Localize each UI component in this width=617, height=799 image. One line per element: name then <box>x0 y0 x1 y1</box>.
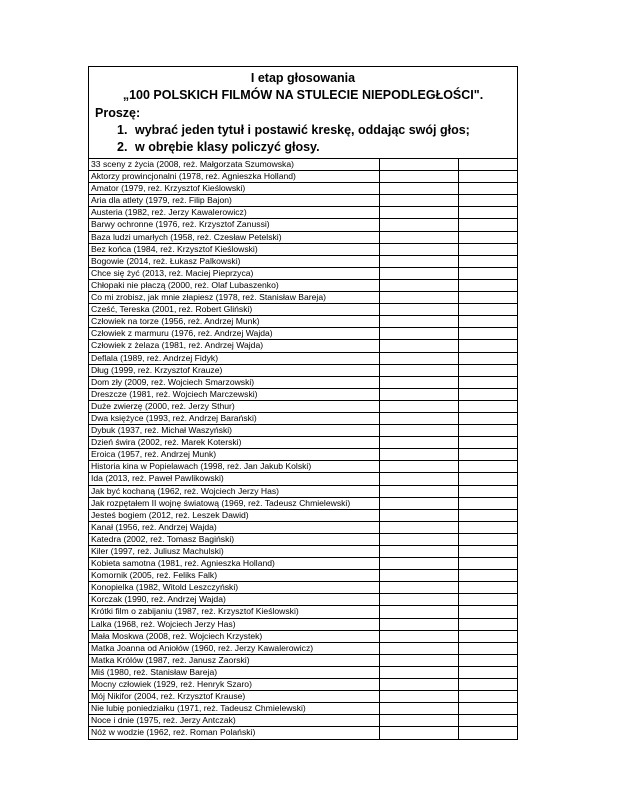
table-row <box>89 570 517 582</box>
film-title-cell: Dom zły (2009, reż. Wojciech Smarzowski) <box>89 376 380 388</box>
film-title-cell: Co mi zrobisz, jak mnie złapiesz (1978, reż. Stanisław Bareja) <box>89 292 380 304</box>
vote-mark-cell[interactable] <box>380 546 459 558</box>
vote-count-cell[interactable] <box>459 400 518 412</box>
vote-mark-cell[interactable] <box>380 231 459 243</box>
vote-mark-cell[interactable] <box>380 582 459 594</box>
table-row <box>89 340 517 352</box>
vote-mark-cell[interactable] <box>380 533 459 545</box>
vote-count-cell[interactable] <box>459 558 518 570</box>
table-row <box>89 376 517 388</box>
film-title-cell: Bez końca (1984, reż. Krzysztof Kieślowski) <box>89 243 380 255</box>
vote-mark-cell[interactable] <box>380 461 459 473</box>
vote-count-cell[interactable] <box>459 425 518 437</box>
vote-count-cell[interactable] <box>459 666 518 678</box>
table-row <box>89 183 517 195</box>
table-row <box>89 497 517 509</box>
film-title-cell: Amator (1979, reż. Krzysztof Kieślowski) <box>89 183 380 195</box>
vote-count-cell[interactable] <box>459 618 518 630</box>
table-row <box>89 666 517 678</box>
vote-count-cell[interactable] <box>459 376 518 388</box>
film-title-cell: Krótki film o zabijaniu (1987, reż. Krzysztof Kieślowski) <box>89 606 380 618</box>
film-title-cell: Mój Nikifor (2004, reż. Krzysztof Krause) <box>89 691 380 703</box>
vote-mark-cell[interactable] <box>380 703 459 715</box>
film-title-cell: Kiler (1997, reż. Juliusz Machulski) <box>89 546 380 558</box>
vote-count-cell[interactable] <box>459 679 518 691</box>
instruction-number: 2. <box>117 140 128 154</box>
table-row <box>89 449 517 461</box>
vote-mark-cell[interactable] <box>380 437 459 449</box>
table-row <box>89 304 517 316</box>
vote-mark-cell[interactable] <box>380 159 459 171</box>
vote-count-cell[interactable] <box>459 485 518 497</box>
vote-mark-cell[interactable] <box>380 340 459 352</box>
film-title-cell: Dług (1999, reż. Krzysztof Krauze) <box>89 364 380 376</box>
vote-mark-cell[interactable] <box>380 328 459 340</box>
vote-mark-cell[interactable] <box>380 376 459 388</box>
film-title-cell: Jak być kochaną (1962, reż. Wojciech Jerzy Has) <box>89 485 380 497</box>
table-row <box>89 546 517 558</box>
table-row <box>89 691 517 703</box>
table-row <box>89 473 517 485</box>
vote-count-cell[interactable] <box>459 340 518 352</box>
table-row <box>89 267 517 279</box>
film-title-cell: Lalka (1968, reż. Wojciech Jerzy Has) <box>89 618 380 630</box>
table-row <box>89 316 517 328</box>
ballot-title: I etap głosowania <box>250 71 356 85</box>
film-title-cell: Mocny człowiek (1929, reż. Henryk Szaro) <box>89 679 380 691</box>
table-row <box>89 485 517 497</box>
film-title-cell: Komornik (2005, reż. Feliks Falk) <box>89 570 380 582</box>
vote-mark-cell[interactable] <box>380 219 459 231</box>
film-title-cell: Człowiek z żelaza (1981, reż. Andrzej Wajda) <box>89 340 380 352</box>
film-title-cell: Matka Królów (1987, reż. Janusz Zaorski) <box>89 654 380 666</box>
instruction-text: wybrać jeden tytuł i postawić kreskę, oddając swój głos; <box>135 123 470 137</box>
vote-count-cell[interactable] <box>459 594 518 606</box>
table-row <box>89 231 517 243</box>
table-row <box>89 606 517 618</box>
vote-count-cell[interactable] <box>459 195 518 207</box>
vote-mark-cell[interactable] <box>380 679 459 691</box>
vote-mark-cell[interactable] <box>380 666 459 678</box>
vote-count-cell[interactable] <box>459 292 518 304</box>
vote-count-cell[interactable] <box>459 207 518 219</box>
vote-mark-cell[interactable] <box>380 509 459 521</box>
film-title-cell: Dybuk (1937, reż. Michał Waszyński) <box>89 425 380 437</box>
vote-mark-cell[interactable] <box>380 292 459 304</box>
film-title-cell: Aria dla atlety (1979, reż. Filip Bajon) <box>89 195 380 207</box>
vote-count-cell[interactable] <box>459 388 518 400</box>
film-title-cell: Nie lubię poniedziałku (1971, reż. Tadeusz Chmielewski) <box>89 703 380 715</box>
vote-count-cell[interactable] <box>459 691 518 703</box>
vote-count-cell[interactable] <box>459 654 518 666</box>
vote-count-cell[interactable] <box>459 316 518 328</box>
vote-mark-cell[interactable] <box>380 195 459 207</box>
film-title-cell: Baza ludzi umarłych (1958, reż. Czesław Petelski) <box>89 231 380 243</box>
vote-count-cell[interactable] <box>459 412 518 424</box>
vote-count-cell[interactable] <box>459 171 518 183</box>
vote-count-cell[interactable] <box>459 715 518 727</box>
table-row <box>89 219 517 231</box>
film-title-cell: Jesteś bogiem (2012, reż. Leszek Dawid) <box>89 509 380 521</box>
vote-mark-cell[interactable] <box>380 715 459 727</box>
film-title-cell: Aktorzy prowincjonalni (1978, reż. Agnieszka Holland) <box>89 171 380 183</box>
film-title-cell: Matka Joanna od Aniołów (1960, reż. Jerzy Kawalerowicz) <box>89 642 380 654</box>
film-title-cell: Mała Moskwa (2008, reż. Wojciech Krzystek) <box>89 630 380 642</box>
table-row <box>89 509 517 521</box>
film-title-cell: Chłopaki nie płaczą (2000, reż. Olaf Lubaszenko) <box>89 279 380 291</box>
instruction-number: 1. <box>117 123 128 137</box>
ballot-subtitle: „100 POLSKICH FILMÓW NA STULECIE NIEPODLEGŁOŚCI". <box>122 88 484 102</box>
vote-count-cell[interactable] <box>459 497 518 509</box>
vote-count-cell[interactable] <box>459 630 518 642</box>
film-title-cell: Dzień świra (2002, reż. Marek Koterski) <box>89 437 380 449</box>
film-title-cell: Eroica (1957, reż. Andrzej Munk) <box>89 449 380 461</box>
film-title-cell: 33 sceny z życia (2008, reż. Małgorzata Szumowska) <box>89 159 380 171</box>
vote-count-cell[interactable] <box>459 255 518 267</box>
film-title-cell: Cześć, Tereska (2001, reż. Robert Gliński) <box>89 304 380 316</box>
table-row <box>89 388 517 400</box>
vote-mark-cell[interactable] <box>380 304 459 316</box>
table-row <box>89 243 517 255</box>
vote-count-cell[interactable] <box>459 364 518 376</box>
table-row <box>89 437 517 449</box>
table-row <box>89 558 517 570</box>
film-title-cell: Nóż w wodzie (1962, reż. Roman Polański) <box>89 727 380 739</box>
vote-mark-cell[interactable] <box>380 364 459 376</box>
vote-mark-cell[interactable] <box>380 727 459 739</box>
vote-mark-cell[interactable] <box>380 400 459 412</box>
film-title-cell: Dreszcze (1981, reż. Wojciech Marczewski) <box>89 388 380 400</box>
vote-count-cell[interactable] <box>459 533 518 545</box>
vote-mark-cell[interactable] <box>380 352 459 364</box>
table-row <box>89 630 517 642</box>
vote-mark-cell[interactable] <box>380 171 459 183</box>
vote-count-cell[interactable] <box>459 352 518 364</box>
film-title-cell: Bogowie (2014, reż. Łukasz Palkowski) <box>89 255 380 267</box>
vote-count-cell[interactable] <box>459 461 518 473</box>
table-row <box>89 412 517 424</box>
vote-count-cell[interactable] <box>459 219 518 231</box>
table-row <box>89 715 517 727</box>
vote-mark-cell[interactable] <box>380 521 459 533</box>
vote-mark-cell[interactable] <box>380 449 459 461</box>
film-title-cell: Historia kina w Popielawach (1998, reż. Jan Jakub Kolski) <box>89 461 380 473</box>
vote-count-cell[interactable] <box>459 328 518 340</box>
film-title-cell: Noce i dnie (1975, reż. Jerzy Antczak) <box>89 715 380 727</box>
vote-mark-cell[interactable] <box>380 497 459 509</box>
table-row <box>89 364 517 376</box>
table-row <box>89 171 517 183</box>
table-row <box>89 461 517 473</box>
table-row <box>89 352 517 364</box>
vote-mark-cell[interactable] <box>380 654 459 666</box>
vote-mark-cell[interactable] <box>380 243 459 255</box>
film-title-cell: Kobieta samotna (1981, reż. Agnieszka Holland) <box>89 558 380 570</box>
table-row <box>89 654 517 666</box>
vote-mark-cell[interactable] <box>380 255 459 267</box>
vote-count-cell[interactable] <box>459 449 518 461</box>
film-title-cell: Korczak (1990, reż. Andrzej Wajda) <box>89 594 380 606</box>
vote-count-cell[interactable] <box>459 570 518 582</box>
vote-mark-cell[interactable] <box>380 473 459 485</box>
vote-mark-cell[interactable] <box>380 630 459 642</box>
vote-count-cell[interactable] <box>459 703 518 715</box>
table-row <box>89 207 517 219</box>
vote-mark-cell[interactable] <box>380 412 459 424</box>
film-title-cell: Duże zwierzę (2000, reż. Jerzy Sthur) <box>89 400 380 412</box>
table-row <box>89 425 517 437</box>
film-title-cell: Konopielka (1982, Witold Leszczyński) <box>89 582 380 594</box>
table-row <box>89 400 517 412</box>
table-row <box>89 594 517 606</box>
table-row <box>89 582 517 594</box>
table-row <box>89 618 517 630</box>
film-title-cell: Kanał (1956, reż. Andrzej Wajda) <box>89 521 380 533</box>
film-title-cell: Miś (1980, reż. Stanisław Bareja) <box>89 666 380 678</box>
vote-count-cell[interactable] <box>459 546 518 558</box>
table-row <box>89 521 517 533</box>
vote-mark-cell[interactable] <box>380 183 459 195</box>
film-title-cell: Chce się żyć (2013, reż. Maciej Pieprzyca) <box>89 267 380 279</box>
table-row <box>89 255 517 267</box>
vote-mark-cell[interactable] <box>380 642 459 654</box>
vote-mark-cell[interactable] <box>380 388 459 400</box>
vote-count-cell[interactable] <box>459 231 518 243</box>
instruction-item <box>95 122 511 139</box>
vote-mark-cell[interactable] <box>380 691 459 703</box>
ballot-header <box>89 67 517 159</box>
vote-count-cell[interactable] <box>459 183 518 195</box>
vote-mark-cell[interactable] <box>380 485 459 497</box>
table-row <box>89 159 517 171</box>
instruction-item <box>95 139 511 156</box>
vote-count-cell[interactable] <box>459 582 518 594</box>
vote-mark-cell[interactable] <box>380 279 459 291</box>
film-title-cell: Człowiek z marmuru (1976, reż. Andrzej Wajda) <box>89 328 380 340</box>
vote-count-cell[interactable] <box>459 279 518 291</box>
vote-mark-cell[interactable] <box>380 594 459 606</box>
vote-count-cell[interactable] <box>459 243 518 255</box>
vote-count-cell[interactable] <box>459 304 518 316</box>
instructions-intro: Proszę: <box>95 106 141 120</box>
table-row <box>89 292 517 304</box>
vote-mark-cell[interactable] <box>380 316 459 328</box>
film-table <box>89 159 517 739</box>
table-row <box>89 679 517 691</box>
vote-mark-cell[interactable] <box>380 570 459 582</box>
vote-count-cell[interactable] <box>459 437 518 449</box>
film-title-cell: Człowiek na torze (1956, reż. Andrzej Munk) <box>89 316 380 328</box>
ballot-sheet <box>88 66 518 740</box>
vote-count-cell[interactable] <box>459 267 518 279</box>
vote-mark-cell[interactable] <box>380 425 459 437</box>
vote-mark-cell[interactable] <box>380 558 459 570</box>
table-row <box>89 195 517 207</box>
film-title-cell: Ida (2013, reż. Paweł Pawlikowski) <box>89 473 380 485</box>
vote-mark-cell[interactable] <box>380 606 459 618</box>
table-row <box>89 703 517 715</box>
vote-count-cell[interactable] <box>459 521 518 533</box>
vote-mark-cell[interactable] <box>380 267 459 279</box>
table-row <box>89 727 517 739</box>
film-title-cell: Jak rozpętałem II wojnę światową (1969, reż. Tadeusz Chmielewski) <box>89 497 380 509</box>
table-row <box>89 328 517 340</box>
table-row <box>89 642 517 654</box>
vote-count-cell[interactable] <box>459 727 518 739</box>
vote-count-cell[interactable] <box>459 642 518 654</box>
film-title-cell: Austeria (1982, reż. Jerzy Kawalerowicz) <box>89 207 380 219</box>
vote-count-cell[interactable] <box>459 606 518 618</box>
vote-count-cell[interactable] <box>459 509 518 521</box>
instruction-text: w obrębie klasy policzyć głosy. <box>135 140 320 154</box>
vote-mark-cell[interactable] <box>380 207 459 219</box>
film-title-cell: Deflala (1989, reż. Andrzej Fidyk) <box>89 352 380 364</box>
vote-mark-cell[interactable] <box>380 618 459 630</box>
film-title-cell: Barwy ochronne (1976, reż. Krzysztof Zanussi) <box>89 219 380 231</box>
table-row <box>89 279 517 291</box>
film-title-cell: Dwa księżyce (1993, reż. Andrzej Barański) <box>89 412 380 424</box>
film-title-cell: Katedra (2002, reż. Tomasz Bagiński) <box>89 533 380 545</box>
vote-count-cell[interactable] <box>459 159 518 171</box>
vote-count-cell[interactable] <box>459 473 518 485</box>
table-row <box>89 533 517 545</box>
